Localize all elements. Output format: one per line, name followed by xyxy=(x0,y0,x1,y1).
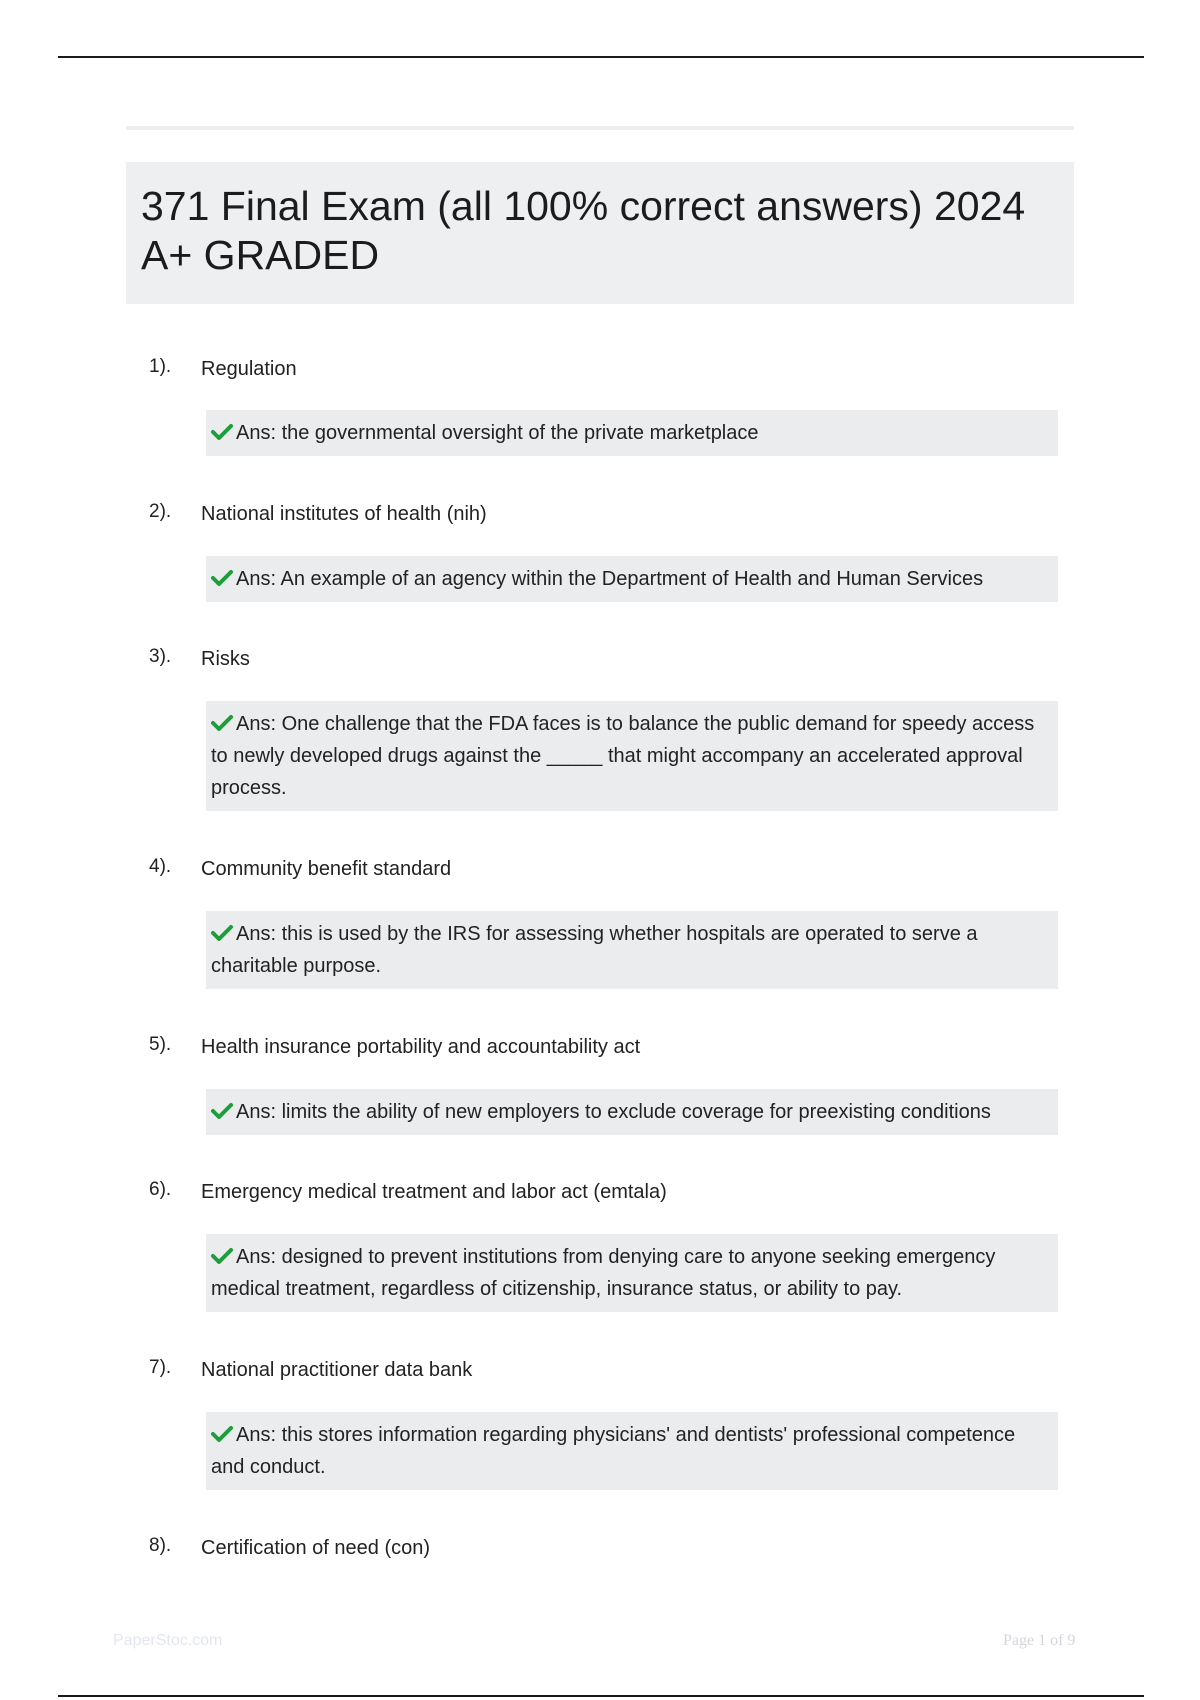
question-number: 4). xyxy=(149,856,172,877)
answer-text: Ans: An example of an agency within the Department of Health and Human Services xyxy=(236,568,984,590)
answer-text: Ans: One challenge that the FDA faces is to balance the public demand for speedy access to newly developed drugs against the _____ that might accompany an accelerated approval process. xyxy=(211,713,1035,799)
checkmark-icon xyxy=(211,423,233,441)
question-number: 7). xyxy=(149,1357,172,1378)
answer-box xyxy=(206,410,1058,456)
page-title: 371 Final Exam (all 100% correct answers) 2024 A+ GRADED xyxy=(141,183,1026,278)
answer-box xyxy=(206,1089,1058,1135)
question-number: 3). xyxy=(149,646,172,667)
answer-text: Ans: the governmental oversight of the private marketplace xyxy=(236,422,759,444)
answer-box xyxy=(206,1412,1058,1490)
question-number: 5). xyxy=(149,1034,172,1055)
bottom-rule xyxy=(58,1695,1144,1697)
question-term: Regulation xyxy=(201,358,297,380)
top-rule xyxy=(58,56,1144,58)
title-box xyxy=(126,162,1074,304)
question-number: 6). xyxy=(149,1179,172,1200)
watermark-text: PaperStoc.com xyxy=(113,1632,223,1649)
question-term: Certification of need (con) xyxy=(201,1537,431,1559)
answer-box xyxy=(206,556,1058,602)
answer-text: Ans: this is used by the IRS for assessing whether hospitals are operated to serve a charitable purpose. xyxy=(211,923,978,977)
answer-box xyxy=(206,701,1058,811)
question-term: Community benefit standard xyxy=(201,858,452,880)
question-term: Risks xyxy=(201,648,250,670)
checkmark-icon xyxy=(211,924,233,942)
header-divider xyxy=(126,126,1074,130)
checkmark-icon xyxy=(211,1102,233,1120)
checkmark-icon xyxy=(211,714,233,732)
question-number: 1). xyxy=(149,356,172,377)
checkmark-icon xyxy=(211,1247,233,1265)
answer-text: Ans: this stores information regarding physicians' and dentists' professional competence and conduct. xyxy=(211,1424,1016,1478)
question-term: Health insurance portability and accountability act xyxy=(201,1036,641,1058)
question-number: 2). xyxy=(149,501,172,522)
answer-box xyxy=(206,911,1058,989)
question-number: 8). xyxy=(149,1535,172,1556)
page-number: Page 1 of 9 xyxy=(1003,1632,1076,1649)
answer-text: Ans: designed to prevent institutions from denying care to anyone seeking emergency medical treatment, regardless of citizenship, insurance status, or ability to pay. xyxy=(211,1246,996,1300)
answer-box xyxy=(206,1234,1058,1312)
checkmark-icon xyxy=(211,569,233,587)
question-term: National practitioner data bank xyxy=(201,1359,473,1381)
question-term: Emergency medical treatment and labor act (emtala) xyxy=(201,1181,667,1203)
answer-text: Ans: limits the ability of new employers to exclude coverage for preexisting conditions xyxy=(236,1101,991,1123)
checkmark-icon xyxy=(211,1425,233,1443)
question-term: National institutes of health (nih) xyxy=(201,503,487,525)
